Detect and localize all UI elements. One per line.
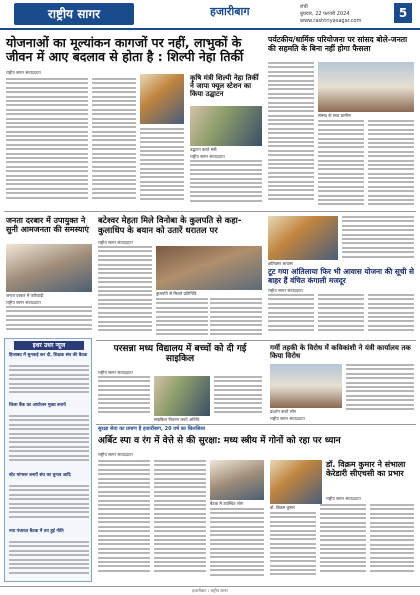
story-headline: पर्यटकीय/धार्मिक परियोजना पर सांसद बोले-जनता की सहमति के बिना नहीं होगा फैसला bbox=[268, 35, 408, 53]
byline: राष्ट्रीय सागर संवाददाता bbox=[270, 416, 305, 421]
story-headline: बटेश्वर मेहता मिले विनोबा के कुलपति से कहा-कुलाधिप के बयान को उतारें धरातल पर bbox=[98, 215, 242, 235]
article-body bbox=[92, 78, 136, 206]
story-photo bbox=[190, 106, 262, 146]
brief-body bbox=[9, 485, 89, 525]
article-body bbox=[98, 460, 150, 582]
article-body bbox=[6, 306, 92, 336]
photo-caption: कुलपति से मिलते प्रतिनिधि bbox=[156, 291, 197, 296]
photo-caption: प्रदर्शन करते लोग bbox=[270, 409, 297, 414]
article-body bbox=[268, 294, 314, 338]
byline: राष्ट्रीय सागर संवाददाता bbox=[98, 370, 133, 375]
story-headline: कृषि मंत्री शिल्पी नेहा तिर्की ने जापा फ्यूल स्टेशन का किया उद्घाटन bbox=[190, 74, 259, 99]
article-body bbox=[368, 294, 414, 338]
story-photo bbox=[154, 376, 210, 416]
article-body bbox=[140, 128, 184, 206]
byline: राष्ट्रीय सागर संवाददाता bbox=[326, 496, 361, 501]
byline: राष्ट्रीय सागर संवाददाता bbox=[190, 154, 225, 159]
article-body bbox=[370, 504, 414, 582]
article-body bbox=[98, 376, 150, 420]
story-photo bbox=[318, 62, 414, 112]
brief-heading: नया पंचायत बैठक में तय हुई नीति bbox=[9, 529, 64, 534]
article-body bbox=[6, 78, 88, 206]
story-photo bbox=[140, 74, 184, 124]
photo-caption: बैठक में उपस्थित लोग bbox=[210, 501, 244, 506]
paper-name: राष्ट्रीय सागर bbox=[47, 7, 101, 21]
article-body bbox=[342, 216, 414, 264]
section-divider bbox=[96, 340, 416, 341]
article-body bbox=[156, 298, 208, 338]
city-label: हजारीबाग bbox=[210, 5, 250, 18]
byline: राष्ट्रीय सागर संवाददाता bbox=[6, 70, 41, 75]
photo-caption: उद्घाटन करते मंत्री bbox=[190, 147, 217, 152]
brief-heading: हिजाबद में सुनवाई कर दी, शिक्षक संघ की बैठक bbox=[9, 353, 88, 358]
story-photo bbox=[270, 460, 322, 504]
story-kicker: सुरक्षा सेवा का प्रमाण है हजारीबाग, 20 वर्ष का सिलसिला bbox=[98, 426, 206, 432]
byline: राष्ट्रीय सागर संवाददाता bbox=[268, 288, 303, 293]
date-block: रांची बुधवार, 22 फरवरी 2024 www.rashtriyasagar.com bbox=[300, 4, 362, 24]
article-body bbox=[346, 364, 414, 418]
story-headline: परसन्ना मध्य विद्यालय में बच्चों को दी गई साइकिल bbox=[113, 344, 247, 365]
article-body bbox=[318, 120, 364, 212]
byline: राष्ट्रीय सागर संवाददाता bbox=[98, 240, 133, 245]
story-headline: डॉ. विक्रम कुमार ने संभाला केरेडारी सीएचसी का प्रभार bbox=[326, 460, 406, 479]
article-body bbox=[210, 508, 264, 582]
story-headline: जनता दरबार में उपायुक्त ने सुनी आमजनता की समस्याएं bbox=[6, 216, 89, 235]
photo-caption: डॉ. विक्रम कुमार bbox=[270, 505, 295, 510]
photo-caption: सांसद के साथ ग्रामीण bbox=[318, 113, 351, 118]
paper-logo bbox=[14, 3, 134, 25]
section-divider bbox=[4, 211, 416, 212]
masthead bbox=[0, 0, 420, 30]
byline: राष्ट्रीय सागर संवाददाता bbox=[6, 300, 41, 305]
article-body bbox=[268, 62, 314, 212]
story-headline: अर्बिट स्पा व रंग में वेत्ते से की सुरक्षा: मध्य स्त्रीय में गोनों को रहा पर ध्यान bbox=[98, 436, 341, 446]
lead-headline: योजनाओं का मूल्यांकन कागजों पर नहीं, लाभुकों के जीवन में आए बदलाव से होता है : शिल्पी नेहा तिर्की bbox=[6, 35, 244, 65]
article-body bbox=[154, 460, 206, 582]
article-body bbox=[214, 376, 262, 420]
brief-body bbox=[9, 541, 89, 579]
story-photo bbox=[156, 246, 262, 290]
section-divider bbox=[96, 424, 416, 425]
story-photo bbox=[6, 244, 92, 292]
story-photo bbox=[210, 460, 264, 500]
brief-heading: जिला बैंक का आयोजन मुख्य बनाये bbox=[9, 403, 66, 408]
page-number: 5 bbox=[394, 3, 412, 23]
article-body bbox=[368, 120, 414, 212]
photo-caption: जनता दरबार में फरियादी bbox=[6, 293, 44, 298]
article-body bbox=[210, 298, 262, 338]
article-body bbox=[190, 160, 262, 206]
article-body bbox=[318, 294, 364, 338]
story-headline: गर्मी तहकी के विरोध में कविकांशी ने यंत्री कार्यालय तक किया विरोध bbox=[270, 344, 411, 361]
article-body bbox=[98, 246, 152, 338]
byline: राष्ट्रीय सागर संवाददाता bbox=[98, 452, 133, 457]
box-title: इधर उधर न्यूज bbox=[14, 341, 84, 350]
brief-heading: स्टेट मांगसर बनायें संघ का चुनाव आदि bbox=[9, 473, 71, 478]
article-body bbox=[270, 512, 316, 582]
story-photo bbox=[268, 216, 338, 260]
news-brief-box bbox=[4, 338, 92, 582]
page-footer: हजारीबाग । राष्ट्रीय सागर bbox=[0, 586, 420, 594]
story-photo bbox=[270, 364, 342, 408]
photo-caption: क्षतिग्रस्त आवास bbox=[268, 261, 293, 266]
brief-body bbox=[9, 415, 89, 469]
story-headline: टूट गया आंतिलाया फिर भी आवास योजना की सूची से बाहर हैं वंचित कंगाली मजदूर bbox=[268, 267, 414, 285]
article-body bbox=[320, 504, 366, 582]
brief-body bbox=[9, 365, 89, 399]
photo-caption: साइकिल वितरण करते अतिथि bbox=[154, 417, 200, 422]
